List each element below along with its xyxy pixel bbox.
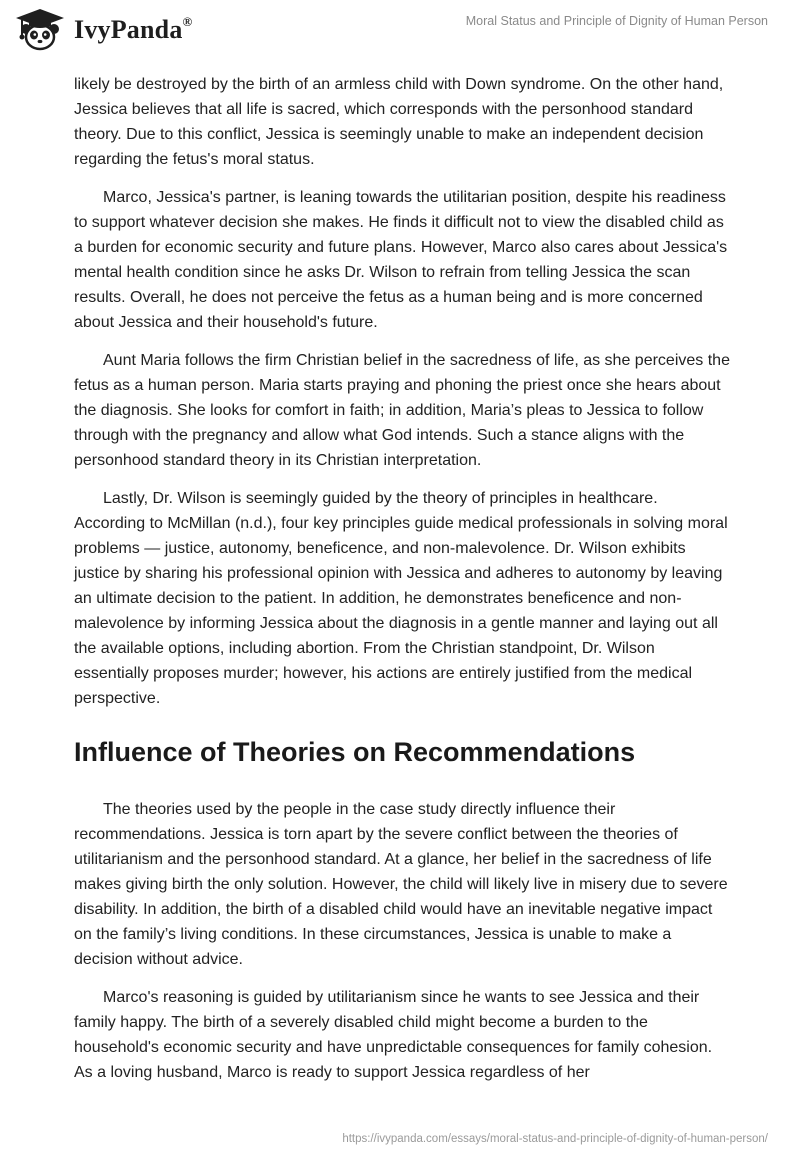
paragraph: Aunt Maria follows the firm Christian belief in the sacredness of life, as she perceives the fetus as a human person. Maria starts praying and phoning the priest once she hears about the diagnosis. She looks for comfort in faith; in addition, Maria’s pleas to Jessica to follow through with the pregnancy and allow what God intends. Such a stance aligns with the personhood standard theory in its Christian interpretation.: [74, 352, 730, 469]
paragraph: Lastly, Dr. Wilson is seemingly guided by the theory of principles in healthcare. According to McMillan (n.d.), four key principles guide medical professionals in solving moral problems — justice, autonomy, beneficence, and non-malevolence. Dr. Wilson exhibits justice by sharing his professional opinion with Jessica and adheres to autonomy by leaving an ultimate decision to the patient. In addition, he demonstrates beneficence and non-malevolence by informing Jessica about the diagnosis in a gentle manner and laying out all the available options, including abortion. From the Christian standpoint, Dr. Wilson essentially proposes murder; however, his actions are entirely justified from the medical perspective.: [74, 490, 728, 707]
panda-graduate-icon: [14, 8, 70, 52]
paragraph: Marco's reasoning is guided by utilitarianism since he wants to see Jessica and their family happy. The birth of a severely disabled child might become a burden to the household's economic security and have unpredictable consequences for family cohesion. As a loving husband, Marco is ready to support Jessica regardless of her: [74, 989, 713, 1081]
logo-text: IvyPanda: [74, 15, 183, 44]
source-url[interactable]: https://ivypanda.com/essays/moral-status-and-principle-of-dignity-of-human-person/: [342, 1133, 768, 1145]
paragraph: likely be destroyed by the birth of an armless child with Down syndrome. On the other hand, Jessica believes that all life is sacred, which corresponds with the personhood standard theory. Due to this conflict, Jessica is seemingly unable to make an independent decision regarding the fetus's moral status.: [74, 76, 724, 168]
essay-body: [74, 72, 730, 1098]
registered-mark: ®: [182, 14, 193, 30]
paragraph: Marco, Jessica's partner, is leaning towards the utilitarian position, despite his readiness to support whatever decision she makes. He finds it difficult not to view the disabled child as a burden for economic security and future plans. However, Marco also cares about Jessica's mental health condition since he asks Dr. Wilson to refrain from telling Jessica the scan results. Overall, he does not perceive the fetus as a human being and is more concerned about Jessica and their household's future.: [74, 189, 728, 331]
page-header: [0, 0, 800, 64]
paragraph: The theories used by the people in the case study directly influence their recommendations. Jessica is torn apart by the severe conflict between the theories of utilitarianism and the personhood standard. At a glance, her belief in the sacredness of life makes giving birth the only solution. However, the child will likely live in misery due to severe disability. In addition, the birth of a disabled child would have an inevitable negative impact on the family’s living conditions. In these circumstances, Jessica is unable to make a decision without advice.: [74, 801, 728, 968]
document-title: Moral Status and Principle of Dignity of Human Person: [465, 14, 768, 28]
logo-wordmark: [74, 15, 192, 45]
ivypanda-logo[interactable]: [14, 8, 192, 52]
section-heading: Influence of Theories on Recommendations: [74, 737, 636, 767]
